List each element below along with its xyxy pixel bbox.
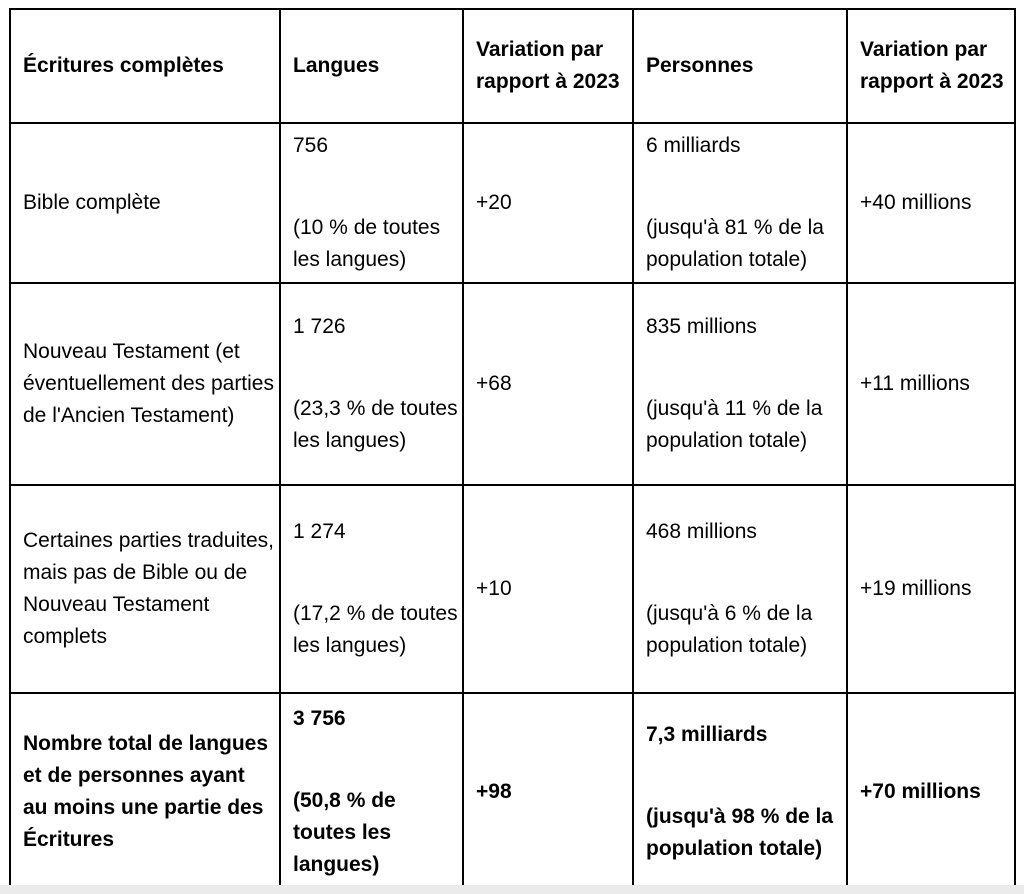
row-label-cell — [10, 283, 280, 485]
header-label: Variation par rapport à 2023 — [476, 38, 620, 93]
languages-percent: (50,8 % de toutes les langues) — [293, 788, 396, 876]
people-count: 468 millions — [646, 520, 757, 543]
variation-value: +68 — [476, 372, 512, 395]
variation-people-cell — [847, 693, 1015, 885]
variation-languages-cell — [463, 283, 633, 485]
table-row-total — [10, 693, 1015, 885]
row-label: Nouveau Testament (et éventuellement des parties de l'Ancien Testament) — [23, 340, 274, 427]
languages-count: 1 274 — [293, 520, 346, 543]
header-label: Personnes — [646, 54, 754, 77]
languages-percent: (17,2 % de toutes les langues) — [293, 602, 458, 657]
people-cell — [633, 283, 847, 485]
header-cell-scriptures — [10, 9, 280, 123]
row-label-cell — [10, 485, 280, 693]
languages-cell — [280, 283, 463, 485]
variation-value: +40 millions — [860, 191, 972, 214]
header-cell-languages — [280, 9, 463, 123]
row-label-cell — [10, 123, 280, 283]
people-cell — [633, 693, 847, 885]
header-row — [10, 9, 1015, 123]
variation-value: +70 millions — [860, 779, 981, 803]
languages-cell — [280, 693, 463, 885]
header-label: Langues — [293, 54, 380, 77]
variation-value: +11 millions — [860, 372, 970, 395]
languages-count: 756 — [293, 134, 329, 157]
header-cell-variation-people — [847, 9, 1015, 123]
variation-people-cell — [847, 485, 1015, 693]
variation-languages-cell — [463, 123, 633, 283]
variation-languages-cell — [463, 485, 633, 693]
table-row-portions — [10, 485, 1015, 693]
table-row-complete-bible — [10, 123, 1015, 283]
people-percent: (jusqu'à 6 % de la population totale) — [646, 602, 813, 657]
languages-cell — [280, 123, 463, 283]
header-label: Variation par rapport à 2023 — [860, 38, 1004, 93]
people-percent: (jusqu'à 81 % de la population totale) — [646, 216, 824, 271]
row-label: Nombre total de langues et de personnes ayant au moins une partie des Écritures — [23, 731, 269, 851]
people-count: 7,3 milliards — [646, 722, 768, 746]
variation-people-cell — [847, 283, 1015, 485]
row-label: Certaines parties traduites, mais pas de Bible ou de Nouveau Testament complets — [23, 529, 274, 648]
languages-percent: (23,3 % de toutes les langues) — [293, 397, 458, 452]
variation-people-cell — [847, 123, 1015, 283]
people-cell — [633, 123, 847, 283]
languages-count: 1 726 — [293, 315, 346, 338]
variation-value: +20 — [476, 191, 512, 214]
page-bottom-margin — [0, 885, 1024, 894]
languages-count: 3 756 — [293, 706, 346, 730]
variation-value: +10 — [476, 577, 512, 600]
people-cell — [633, 485, 847, 693]
row-label-cell — [10, 693, 280, 885]
variation-languages-cell — [463, 693, 633, 885]
languages-percent: (10 % de toutes les langues) — [293, 216, 441, 271]
table-row-new-testament — [10, 283, 1015, 485]
header-label: Écritures complètes — [23, 54, 224, 77]
header-cell-variation-languages — [463, 9, 633, 123]
scripture-statistics-table — [9, 8, 1016, 885]
row-label: Bible complète — [23, 191, 161, 214]
people-count: 6 milliards — [646, 134, 741, 157]
people-percent: (jusqu'à 98 % de la population totale) — [646, 804, 834, 860]
people-percent: (jusqu'à 11 % de la population totale) — [646, 397, 823, 452]
languages-cell — [280, 485, 463, 693]
people-count: 835 millions — [646, 315, 757, 338]
variation-value: +19 millions — [860, 577, 972, 600]
header-cell-people — [633, 9, 847, 123]
variation-value: +98 — [476, 779, 512, 803]
